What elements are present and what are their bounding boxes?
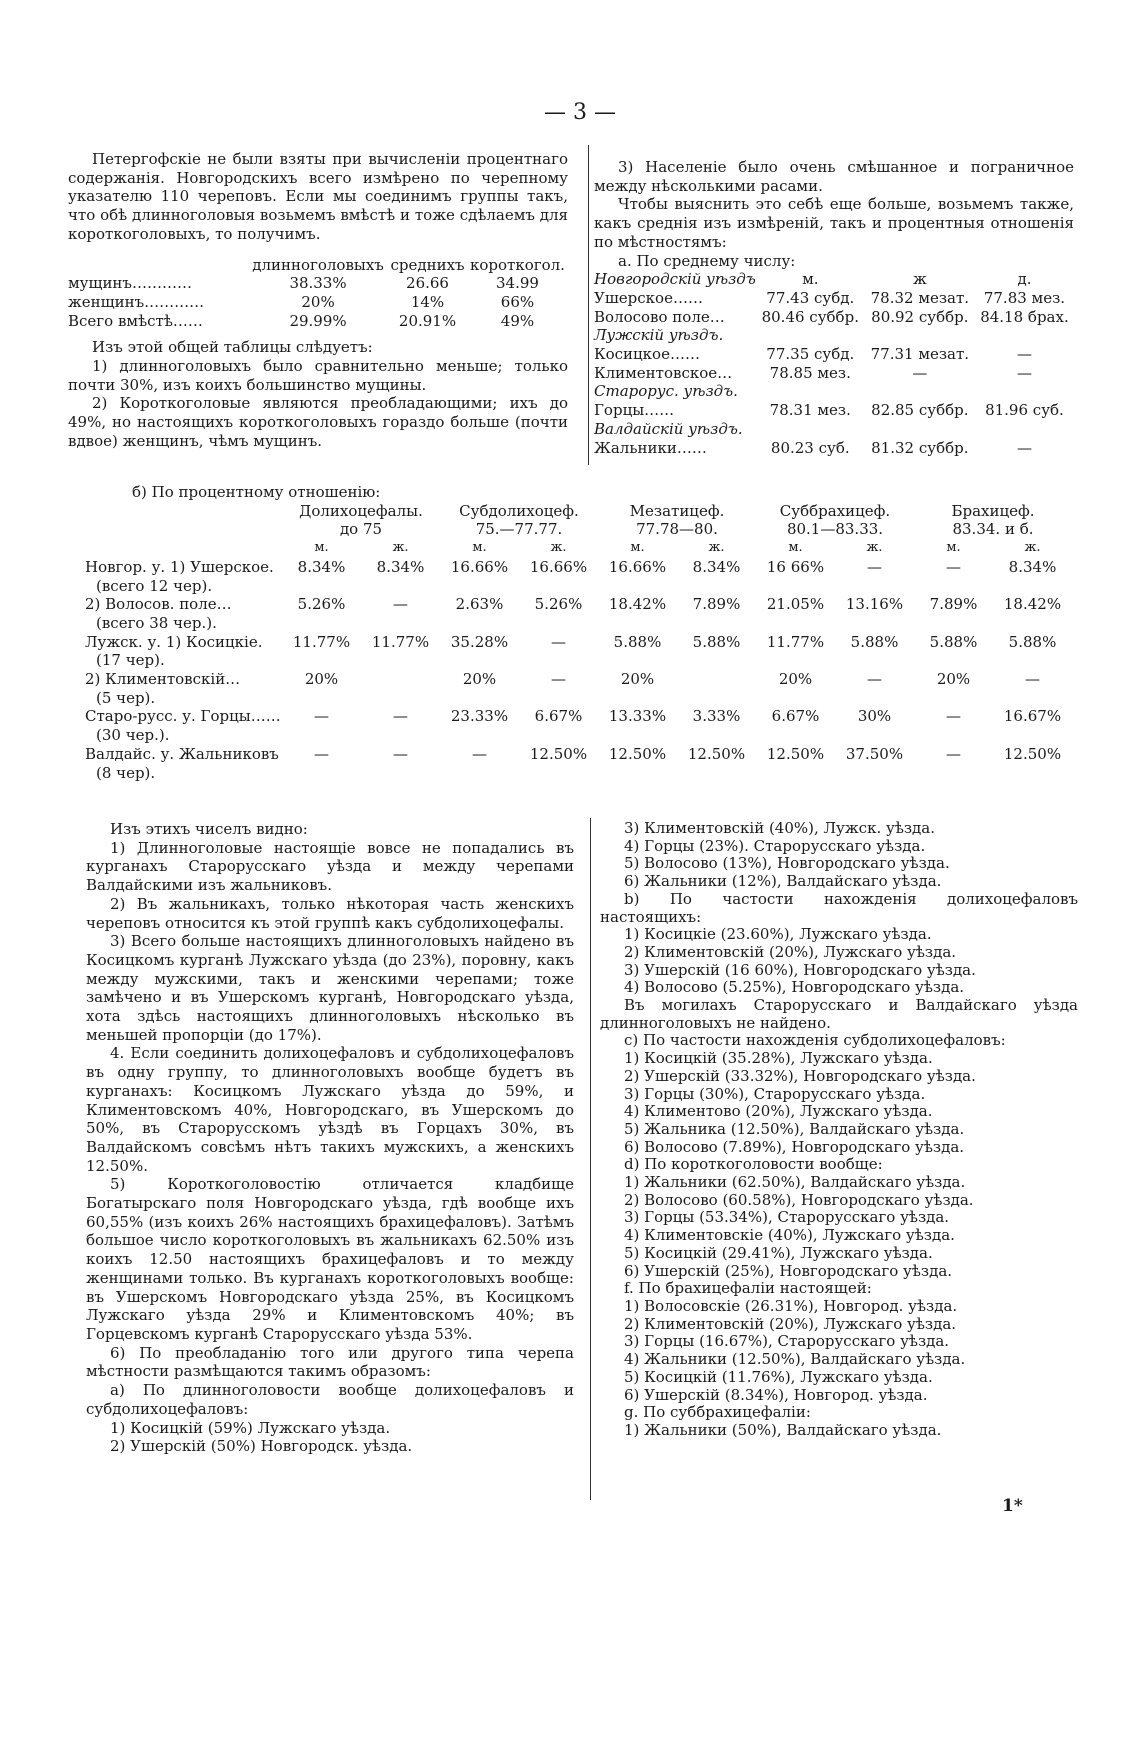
average-label: Косицкое…… [594, 345, 700, 364]
ranking-line: 3) Горцы (30%), Старорусскаго уѣзда. [624, 1084, 926, 1103]
average-cell: 82.85 суббр. [871, 401, 969, 420]
right-bottom-column [600, 820, 1078, 1440]
percentage-table [82, 502, 1072, 783]
percentage-title: б) По процентному отношенію: [132, 483, 381, 501]
summary-cell: 29.99% [289, 311, 347, 330]
percentage-cell: 12.50% [529, 744, 588, 763]
ranking-line: 5) Косицкій (11.76%), Лужскаго уѣзда. [624, 1367, 933, 1386]
percentage-cell: 35.28% [450, 632, 509, 651]
percentage-cell: 3.33% [692, 707, 741, 726]
ranking-heading: а) По длинноголовости вообще долихоцефаловъ и субдолихоцефаловъ: [86, 1381, 574, 1418]
ranking-line: 6) Жальники (12%), Валдайскаго уѣзда. [624, 872, 942, 891]
finding-item: 1) Длинноголовые настоящіе вовсе не попадались въ курганахъ Старорусскаго уѣзда и между черепами Валдайскими изъ жальниковъ. [86, 838, 574, 895]
percentage-cell: 8.34% [376, 557, 425, 576]
percentage-cell: 5.88% [692, 632, 741, 651]
group-name: Долихоцефалы. [299, 501, 423, 520]
average-cell: 80.92 суббр. [871, 307, 969, 326]
summary-table [68, 256, 568, 331]
percentage-cell: 16 66% [766, 557, 825, 576]
average-label: Климентовское… [594, 363, 733, 382]
percentage-cell: — [393, 707, 408, 726]
sex-header: ж. [866, 540, 883, 556]
percentage-section [82, 483, 1072, 782]
group-range: 80.1—83.33. [786, 520, 884, 539]
ranking-line: b) По частости нахожденія долихоцефаловъ настоящихъ: [600, 889, 1078, 926]
percentage-subrow [82, 726, 1072, 745]
summary-row [68, 312, 568, 331]
percentage-cell: 16.66% [608, 557, 667, 576]
percentage-cell [361, 670, 440, 689]
finding-item: 4. Если соединить долихоцефаловъ и субдолихоцефаловъ въ одну группу, то длинноголовыхъ вообще будетъ въ курганахъ: Косицкомъ Лужскаго уѣзда до 59%, и Климентовскомъ 40%, Новгородскаго, въ Ушерскомъ до 50%, въ Старорусскомъ уѣздѣ въ Горцахъ 30%, въ Валдайскомъ совсѣмъ нѣтъ такихъ мужскихъ, а женскихъ 12.50%. [86, 1044, 574, 1175]
summary-cell: 20.91% [398, 311, 457, 330]
percentage-cell: — [946, 707, 961, 726]
average-cell: 80.46 суббр. [761, 307, 859, 326]
average-cell: — [1016, 438, 1032, 457]
ranking-line: 3) Ушерскій (16 60%), Новгородскаго уѣзда. [624, 960, 976, 979]
finding-item: 5) Короткоголовостію отличается кладбище Богатырскаго поля Новгородскаго уѣзда, гдѣ вообще ихъ 60,55% (изъ коихъ 26% настоящихъ брахицефаловъ). Затѣмъ большое число короткоголовыхъ въ жальникахъ 62.50% изъ коихъ 12.50 настоящихъ брахицефаловъ и то между женщинами только. Въ курганахъ короткоголовыхъ вообще: въ Ушерскомъ Новгородскаго уѣзда 25%, въ Косицкомъ Лужскаго уѣзда 29% и Климентовскомъ 40%; въ Горцевскомъ курганѣ Старорусскаго уѣзда 53%. [86, 1175, 574, 1343]
percentage-cell: 11.77% [292, 632, 351, 651]
ranking-line: 2) Ушерскій (33.32%), Новгородскаго уѣзда. [624, 1066, 976, 1085]
percentage-cell: — [867, 670, 882, 689]
group-range: 83.34. и б. [952, 520, 1034, 539]
percentage-cell: 5.26% [534, 595, 583, 614]
summary-cell: 14% [410, 292, 445, 311]
average-row [594, 270, 1074, 289]
average-title: а. По среднему числу: [618, 251, 796, 270]
percentage-cell: 6.67% [534, 707, 583, 726]
percentage-cell: 20% [462, 670, 497, 689]
sex-header: ж. [1024, 540, 1041, 556]
summary-cell: 38.33% [289, 274, 347, 293]
average-row [594, 345, 1074, 364]
locality-label: 2) Волосов. поле… [85, 595, 232, 614]
average-cell: — [912, 363, 928, 382]
average-row [594, 326, 1074, 345]
ranking-item: 1) Косицкій (59%) Лужскаго уѣзда. [110, 1418, 391, 1437]
percentage-cell: 18.42% [1003, 595, 1062, 614]
ranking-line: 4) Климентово (20%), Лужскаго уѣзда. [624, 1102, 933, 1121]
left-bottom-column [86, 820, 574, 1456]
average-cell: ж [912, 270, 927, 289]
group-range: 77.78—80. [636, 520, 718, 539]
ranking-line: 4) Климентовскіе (40%), Лужскаго уѣзда. [624, 1226, 955, 1245]
percentage-subrow [82, 764, 1072, 783]
percentage-cell: — [551, 670, 566, 689]
ranking-line: 1) Жальники (62.50%), Валдайскаго уѣзда. [624, 1173, 966, 1192]
percentage-cell: 13.16% [845, 595, 904, 614]
average-cell: — [1016, 345, 1032, 364]
finding-item: 2) Въ жальникахъ, только нѣкоторая часть женскихъ череповъ относится къ этой группѣ какъ субдолихоцефалы. [86, 894, 574, 932]
average-cell: м. [802, 270, 819, 289]
ranking-line: 1) Волосовскіе (26.31%), Новгород. уѣзда. [624, 1296, 958, 1315]
ranking-line: 2) Волосово (60.58%), Новгородскаго уѣзда. [624, 1190, 974, 1209]
average-cell: 78.32 мезат. [870, 288, 970, 307]
percentage-cell: — [1025, 670, 1040, 689]
percentage-cell: — [393, 595, 408, 614]
group-name: Мезатицеф. [629, 501, 725, 520]
percentage-cell: 16.67% [1003, 707, 1062, 726]
percentage-cell: 20% [620, 670, 655, 689]
ranking-line: 6) Ушерскій (25%), Новгородскаго уѣзда. [624, 1261, 953, 1280]
skull-count: (17 чер). [96, 651, 165, 670]
column-divider [588, 145, 589, 465]
percentage-subrow [82, 689, 1072, 708]
percentage-row [82, 670, 1072, 689]
summary-cell: 26.66 [406, 274, 449, 293]
ranking-line: 1) Косицкій (35.28%), Лужскаго уѣзда. [624, 1049, 933, 1068]
sex-header: ж. [392, 540, 409, 556]
percentage-cell: 5.88% [929, 632, 978, 651]
conclusion-heading: Изъ этой общей таблицы слѣдуетъ: [92, 338, 373, 357]
sex-header: м. [946, 540, 961, 556]
ranking-line: d) По короткоголовости вообще: [624, 1155, 883, 1174]
average-row [594, 364, 1074, 383]
locality-label: Лужск. у. 1) Косицкіе. [85, 632, 263, 651]
percentage-cell: 11.77% [371, 632, 430, 651]
percentage-cell: 8.34% [1008, 557, 1057, 576]
percentage-cell: 30% [857, 707, 892, 726]
average-cell: 78.85 мез. [769, 363, 851, 382]
percentage-cell: — [314, 744, 329, 763]
page-number: — 3 — [544, 100, 616, 125]
percentage-cell: 8.34% [297, 557, 346, 576]
right-paragraph: Чтобы выяснить это себѣ еще больше, возьмемъ также, какъ среднія изъ измѣреній, такъ и процентныя отношенія по мѣстностямъ: [594, 195, 1074, 251]
average-label: Ушерское…… [594, 288, 703, 307]
average-row [594, 439, 1074, 458]
average-cell: 77.83 мез. [983, 288, 1066, 307]
locality-label: Новгор. у. 1) Ушерское. [85, 557, 274, 576]
average-cell: 80.23 суб. [770, 438, 850, 457]
intro-paragraph: Петергофскіе не были взяты при вычисленіи процентнаго содержанія. Новгородскихъ всего измѣрено по черепному указателю 110 череповъ. Если мы соединимъ группы такъ, что обѣ длинноголовыя возьмемъ вмѣстѣ и тоже сдѣлаемъ для короткоголовыхъ, то получимъ. [68, 150, 568, 243]
summary-label: Всего вмѣстѣ…… [68, 311, 203, 330]
ranking-line: 3) Горцы (53.34%), Старорусскаго уѣзда. [624, 1208, 950, 1227]
skull-count: (30 чер.). [96, 726, 170, 745]
sex-header: м. [630, 540, 645, 556]
percentage-cell: 5.88% [850, 632, 899, 651]
percentage-cell: 7.89% [929, 595, 978, 614]
district-heading: Лужскій уѣздъ. [594, 326, 724, 345]
skull-count: (всего 38 чер.). [96, 613, 217, 632]
percentage-cell: 7.89% [692, 595, 741, 614]
group-name-row [82, 502, 1072, 521]
ranking-line: 5) Волосово (13%), Новгородскаго уѣзда. [624, 854, 950, 873]
average-row [594, 420, 1074, 439]
column-divider [590, 818, 591, 1500]
summary-header: длинноголовыхъ [252, 255, 384, 274]
average-cell: д. [1017, 270, 1032, 289]
percentage-cell: 5.88% [613, 632, 662, 651]
group-range: до 75 [339, 520, 383, 539]
percentage-cell: — [551, 632, 566, 651]
group-range: 75.—77.77. [475, 520, 563, 539]
percentage-subrow [82, 577, 1072, 596]
percentage-row [82, 595, 1072, 614]
district-heading: Валдайскій уѣздъ. [594, 419, 743, 438]
summary-row [68, 293, 568, 312]
average-cell: 77.43 субд. [766, 288, 855, 307]
percentage-cell: 12.50% [687, 744, 746, 763]
percentage-cell: — [393, 744, 408, 763]
finding-item: 6) По преобладанію того или другого типа черепа мѣстности размѣщаются такимъ образомъ: [86, 1343, 574, 1381]
skull-count: (8 чер). [96, 763, 156, 782]
average-cell: 77.35 субд. [766, 345, 855, 364]
conclusion-item: 1) длинноголовыхъ было сравнительно меньше; только почти 30%, изъ коихъ большинство мущины. [68, 357, 568, 394]
locality-label: 2) Климентовскій… [85, 670, 241, 689]
percentage-cell: — [946, 744, 961, 763]
average-cell: 81.32 суббр. [871, 438, 969, 457]
summary-cell: 34.99 [496, 274, 539, 293]
average-cell: 78.31 мез. [769, 401, 851, 420]
ranking-line: 4) Горцы (23%). Старорусскаго уѣзда. [624, 836, 926, 855]
average-label: Волосово поле… [594, 307, 725, 326]
summary-header-row [68, 256, 568, 275]
percentage-cell: 20% [304, 670, 339, 689]
percentage-subrow [82, 614, 1072, 633]
percentage-cell: 20% [936, 670, 971, 689]
percentage-cell: 12.50% [608, 744, 667, 763]
summary-cell: 20% [301, 292, 335, 311]
average-row [594, 401, 1074, 420]
ranking-line: 2) Климентовскій (20%), Лужскаго уѣзда. [624, 1314, 957, 1333]
finding-item: 3) Всего больше настоящихъ длинноголовыхъ найдено въ Косицкомъ курганѣ Лужскаго уѣзда (до 23%), поровну, какъ между мужскими, такъ и женскими черепами; тоже замѣчено и въ Ушерскомъ курганѣ, Новгородскаго уѣзда, хота здѣсь настоящихъ длинноголовыхъ нѣсколько въ меньшей пропорціи (до 17%). [86, 932, 574, 1044]
ranking-line: g. По суббрахицефаліи: [624, 1403, 811, 1422]
ranking-line: 5) Жальника (12.50%), Валдайскаго уѣзда. [624, 1119, 965, 1138]
percentage-cell: 18.42% [608, 595, 667, 614]
percentage-cell: 8.34% [692, 557, 741, 576]
ranking-line: c) По частости нахожденія субдолихоцефаловъ: [624, 1031, 1006, 1050]
findings-heading: Изъ этихъ чиселъ видно: [110, 820, 308, 838]
percentage-cell: 21.05% [766, 595, 825, 614]
district-heading: Новгородскій уѣздъ [594, 270, 756, 289]
signature-mark: 1* [1002, 1496, 1023, 1516]
average-cell: — [1016, 363, 1032, 382]
percentage-row [82, 707, 1072, 726]
ranking-item: 2) Ушерскій (50%) Новгородск. уѣзда. [110, 1437, 413, 1456]
average-cell: 81.96 суб. [985, 401, 1064, 420]
percentage-row [82, 745, 1072, 764]
average-row [594, 382, 1074, 401]
percentage-cell: 6.67% [771, 707, 820, 726]
percentage-cell: — [867, 557, 882, 576]
ranking-line: Въ могилахъ Старорусскаго и Валдайскаго уѣзда длинноголовыхъ не найдено. [600, 996, 1078, 1032]
percentage-cell [677, 670, 756, 689]
percentage-subrow [82, 651, 1072, 670]
conclusion-item: 2) Короткоголовые являются преобладающими; ихъ до 49%, но настоящихъ короткоголовыхъ гораздо больше (почти вдвое) женщинъ, чѣмъ мущинъ. [68, 394, 568, 450]
percentage-row [82, 633, 1072, 652]
skull-count: (всего 12 чер). [96, 576, 213, 595]
ranking-line: 4) Волосово (5.25%), Новгородскаго уѣзда. [624, 978, 965, 997]
average-cell: 84.18 брах. [980, 307, 1069, 326]
summary-label: мущинъ………… [68, 274, 192, 293]
ranking-line: 3) Климентовскій (40%), Лужск. уѣзда. [624, 819, 935, 837]
ranking-line: 6) Волосово (7.89%), Новгородскаго уѣзда. [624, 1137, 965, 1156]
average-cell: 77.31 мезат. [870, 345, 970, 364]
percentage-cell: 16.66% [450, 557, 509, 576]
summary-row [68, 274, 568, 293]
group-range-row [82, 520, 1072, 539]
group-name: Брахицеф. [951, 501, 1035, 520]
ranking-line: 5) Косицкій (29.41%), Лужскаго уѣзда. [624, 1243, 933, 1262]
average-table [594, 270, 1074, 457]
average-row [594, 289, 1074, 308]
percentage-cell: 5.88% [1008, 632, 1057, 651]
ranking-line: f. По брахицефаліи настоящей: [624, 1279, 872, 1298]
group-name: Субдолихоцеф. [459, 501, 579, 520]
locality-label: Старо-русс. у. Горцы…… [85, 707, 281, 726]
ranking-line: 6) Ушерскій (8.34%), Новгород. уѣзда. [624, 1385, 928, 1404]
percentage-cell: 20% [778, 670, 813, 689]
percentage-cell: 2.63% [455, 595, 504, 614]
right-top-column [594, 158, 1074, 457]
percentage-cell: 37.50% [845, 744, 904, 763]
percentage-cell: — [314, 707, 329, 726]
ranking-line: 1) Косицкіе (23.60%), Лужскаго уѣзда. [624, 925, 932, 944]
sex-header: ж. [708, 540, 725, 556]
percentage-cell: — [946, 557, 961, 576]
locality-label: Валдайс. у. Жальниковъ [85, 744, 279, 763]
percentage-cell: 12.50% [1003, 744, 1062, 763]
percentage-cell: 13.33% [608, 707, 667, 726]
percentage-cell: 12.50% [766, 744, 825, 763]
ranking-line: 2) Климентовскій (20%), Лужскаго уѣзда. [624, 942, 957, 961]
summary-header: среднихъ [390, 255, 465, 274]
percentage-row [82, 558, 1072, 577]
percentage-cell: 11.77% [766, 632, 825, 651]
summary-cell: 49% [500, 311, 535, 330]
percentage-cell: 23.33% [450, 707, 509, 726]
ranking-line: 1) Жальники (50%), Валдайскаго уѣзда. [624, 1420, 942, 1439]
summary-label: женщинъ………… [68, 292, 205, 311]
district-heading: Старорус. уѣздъ. [594, 382, 738, 401]
ranking-line: 4) Жальники (12.50%), Валдайскаго уѣзда. [624, 1350, 966, 1369]
summary-cell: 66% [500, 292, 535, 311]
skull-count: (5 чер). [96, 688, 156, 707]
ranking-line: 3) Горцы (16.67%), Старорусскаго уѣзда. [624, 1332, 950, 1351]
sex-header: м. [788, 540, 803, 556]
left-top-column [68, 150, 568, 451]
average-label: Жальники…… [594, 438, 707, 457]
percentage-cell: 5.26% [297, 595, 346, 614]
right-paragraph: 3) Населеніе было очень смѣшанное и пограничное между нѣсколькими расами. [594, 158, 1074, 195]
sex-header: м. [472, 540, 487, 556]
summary-header: короткогол. [470, 255, 565, 274]
average-label: Горцы…… [594, 401, 675, 420]
sex-header: ж. [550, 540, 567, 556]
average-row [594, 308, 1074, 327]
group-name: Суббрахицеф. [779, 501, 891, 520]
sex-row [82, 539, 1072, 558]
percentage-cell: — [472, 744, 487, 763]
percentage-cell: 16.66% [529, 557, 588, 576]
sex-header: м. [314, 540, 329, 556]
